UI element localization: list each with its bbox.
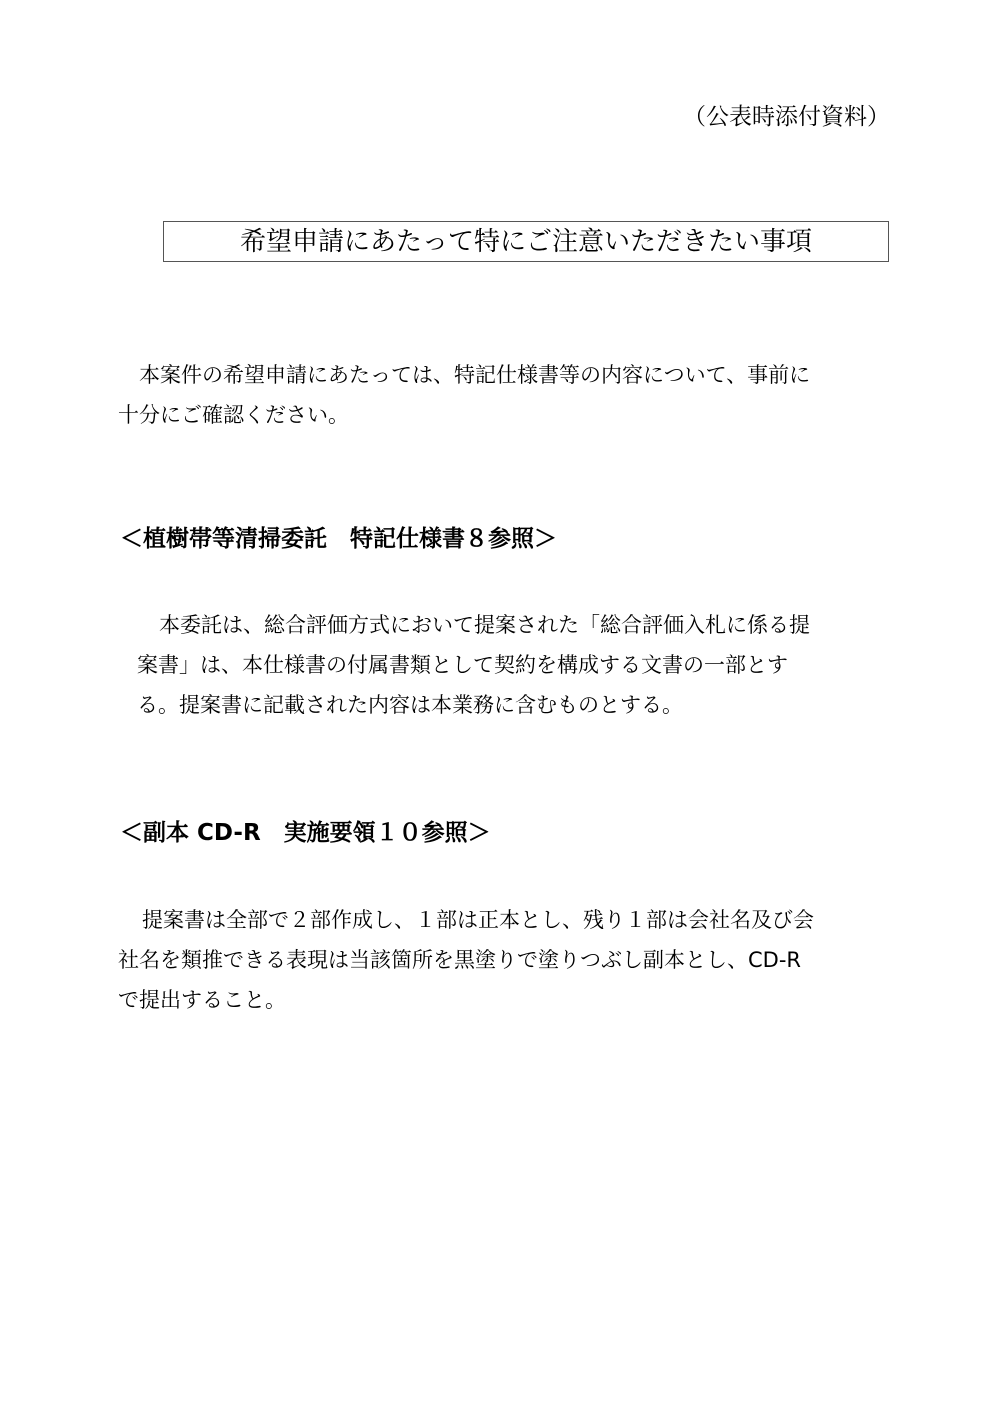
document-title: 希望申請にあたって特にご注意いただきたい事項 <box>239 226 812 257</box>
section2-paragraph <box>118 900 814 1020</box>
intro-line-1: 本案件の希望申請にあたっては、特記仕様書等の内容について、事前に <box>139 363 811 387</box>
section2-line-3: で提出すること。 <box>118 988 286 1012</box>
section2-line-1: 提案書は全部で２部作成し、１部は正本とし、残り１部は会社名及び会 <box>142 908 814 932</box>
section1-paragraph <box>137 605 810 725</box>
section1-line-1: 本委託は、総合評価方式において提案された「総合評価入札に係る提 <box>159 613 810 637</box>
section2-heading: ＜副本 CD-R 実施要領１０参照＞ <box>120 820 491 846</box>
publication-note: （公表時添付資料） <box>683 104 890 130</box>
section1-line-2: 案書」は、本仕様書の付属書類として契約を構成する文書の一部とす <box>137 653 788 677</box>
intro-paragraph <box>118 355 810 435</box>
section1-line-3: る。提案書に記載された内容は本業務に含むものとする。 <box>137 693 683 717</box>
section2-line-2: 社名を類推できる表現は当該箇所を黒塗りで塗りつぶし副本とし、CD-R <box>118 948 801 972</box>
title-box <box>163 221 889 262</box>
intro-line-2: 十分にご確認ください。 <box>118 403 349 427</box>
section1-heading: ＜植樹帯等清掃委託 特記仕様書８参照＞ <box>120 526 557 552</box>
